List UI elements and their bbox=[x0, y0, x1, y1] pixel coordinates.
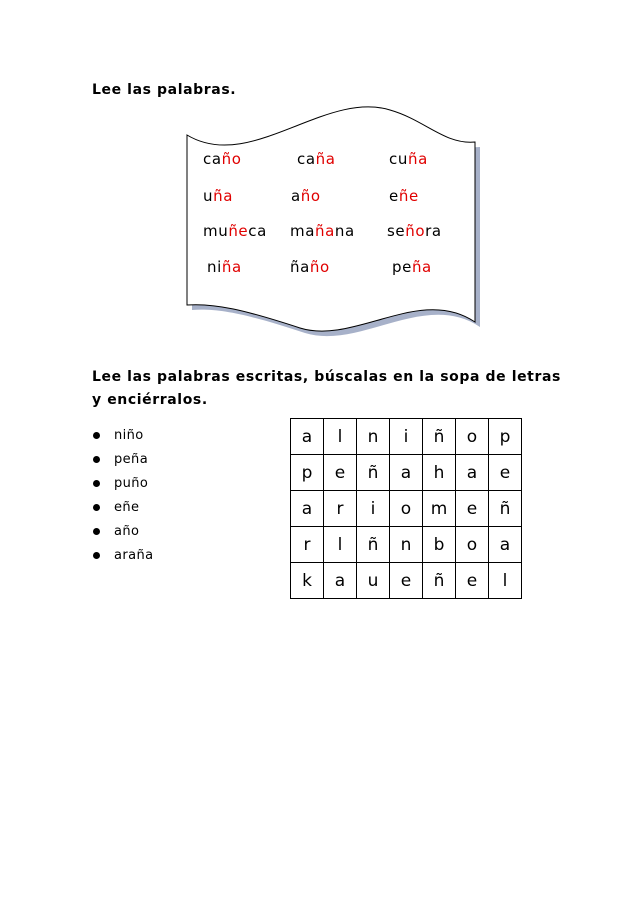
list-item bbox=[92, 523, 153, 547]
syllable: ni bbox=[207, 258, 222, 276]
scroll-word-cana bbox=[297, 150, 336, 168]
syllable: ca bbox=[297, 150, 316, 168]
word-search-grid bbox=[290, 418, 522, 599]
syllable: ña bbox=[290, 258, 310, 276]
scroll-word-pena bbox=[392, 258, 432, 276]
scroll-word-manana bbox=[290, 222, 355, 240]
highlighted-syllable: ña bbox=[213, 187, 234, 205]
bullet-icon bbox=[93, 504, 100, 511]
scroll-body bbox=[187, 107, 475, 331]
grid-row bbox=[291, 455, 522, 491]
list-item-text: peña bbox=[114, 452, 149, 467]
grid-row bbox=[291, 527, 522, 563]
grid-cell[interactable]: e bbox=[390, 563, 423, 599]
syllable: ra bbox=[425, 222, 442, 240]
grid-cell[interactable]: h bbox=[423, 455, 456, 491]
list-item-text: araña bbox=[114, 548, 154, 563]
syllable: u bbox=[203, 187, 214, 205]
grid-cell[interactable]: ñ bbox=[489, 491, 522, 527]
list-item-text: puño bbox=[114, 476, 149, 491]
grid-row bbox=[291, 563, 522, 599]
grid-cell[interactable]: e bbox=[456, 491, 489, 527]
grid-cell[interactable]: e bbox=[456, 563, 489, 599]
word-list bbox=[92, 427, 153, 571]
syllable: ma bbox=[290, 222, 316, 240]
highlighted-syllable: ño bbox=[300, 187, 321, 205]
scroll-word-una bbox=[203, 187, 233, 205]
list-item-text: eñe bbox=[114, 500, 140, 515]
grid-cell[interactable]: o bbox=[390, 491, 423, 527]
highlighted-syllable: ña bbox=[315, 150, 336, 168]
highlighted-syllable: ño bbox=[309, 258, 330, 276]
grid-cell[interactable]: l bbox=[324, 419, 357, 455]
bullet-icon bbox=[93, 552, 100, 559]
grid-cell[interactable]: e bbox=[324, 455, 357, 491]
list-item bbox=[92, 475, 153, 499]
syllable: pe bbox=[392, 258, 412, 276]
section2-title: Lee las palabras escritas, búscalas en la sopa de letras y enciérralos. bbox=[92, 369, 561, 408]
list-item bbox=[92, 427, 153, 451]
grid-cell[interactable]: ñ bbox=[357, 527, 390, 563]
highlighted-syllable: ño bbox=[405, 222, 426, 240]
grid-row bbox=[291, 491, 522, 527]
scroll-word-senora bbox=[387, 222, 442, 240]
syllable: mu bbox=[203, 222, 229, 240]
list-item bbox=[92, 499, 153, 523]
scroll-word-nano bbox=[290, 258, 330, 276]
highlighted-syllable: ñe bbox=[398, 187, 419, 205]
scroll-word-cano bbox=[203, 150, 242, 168]
list-item-text: año bbox=[114, 524, 140, 539]
syllable: ca bbox=[248, 222, 267, 240]
highlighted-syllable: ña bbox=[315, 222, 335, 240]
highlighted-syllable: ña bbox=[407, 150, 428, 168]
grid-cell[interactable]: o bbox=[456, 419, 489, 455]
scroll-word-nina bbox=[207, 258, 242, 276]
syllable: cu bbox=[389, 150, 408, 168]
grid-cell[interactable]: l bbox=[324, 527, 357, 563]
grid-cell[interactable]: l bbox=[489, 563, 522, 599]
grid-cell[interactable]: p bbox=[489, 419, 522, 455]
syllable: e bbox=[389, 187, 399, 205]
syllable: ca bbox=[203, 150, 222, 168]
section1-title: Lee las palabras. bbox=[92, 82, 237, 98]
grid-cell[interactable]: n bbox=[357, 419, 390, 455]
grid-cell[interactable]: m bbox=[423, 491, 456, 527]
bullet-icon bbox=[93, 528, 100, 535]
highlighted-syllable: ñe bbox=[228, 222, 249, 240]
grid-cell[interactable]: u bbox=[357, 563, 390, 599]
grid-cell[interactable]: p bbox=[291, 455, 324, 491]
grid-cell[interactable]: a bbox=[291, 491, 324, 527]
grid-cell[interactable]: i bbox=[390, 419, 423, 455]
grid-cell[interactable]: r bbox=[324, 491, 357, 527]
grid-cell[interactable]: e bbox=[489, 455, 522, 491]
grid-cell[interactable]: a bbox=[390, 455, 423, 491]
grid-cell[interactable]: i bbox=[357, 491, 390, 527]
grid-cell[interactable]: ñ bbox=[423, 563, 456, 599]
grid-row bbox=[291, 419, 522, 455]
highlighted-syllable: ño bbox=[221, 150, 242, 168]
scroll-word-cuna bbox=[389, 150, 428, 168]
grid-cell[interactable]: o bbox=[456, 527, 489, 563]
grid-cell[interactable]: ñ bbox=[357, 455, 390, 491]
grid-cell[interactable]: r bbox=[291, 527, 324, 563]
bullet-icon bbox=[93, 432, 100, 439]
grid-cell[interactable]: k bbox=[291, 563, 324, 599]
grid-cell[interactable]: a bbox=[291, 419, 324, 455]
list-item bbox=[92, 547, 153, 571]
list-item-text: niño bbox=[114, 428, 144, 443]
scroll-word-muneca bbox=[203, 222, 267, 240]
highlighted-syllable: ña bbox=[411, 258, 432, 276]
bullet-icon bbox=[93, 456, 100, 463]
scroll-word-ene bbox=[389, 187, 419, 205]
grid-cell[interactable]: a bbox=[324, 563, 357, 599]
list-item bbox=[92, 451, 153, 475]
grid-cell[interactable]: a bbox=[456, 455, 489, 491]
grid-cell[interactable]: b bbox=[423, 527, 456, 563]
grid-cell[interactable]: ñ bbox=[423, 419, 456, 455]
syllable: se bbox=[387, 222, 406, 240]
grid-cell[interactable]: n bbox=[390, 527, 423, 563]
bullet-icon bbox=[93, 480, 100, 487]
syllable: a bbox=[291, 187, 301, 205]
highlighted-syllable: ña bbox=[221, 258, 242, 276]
syllable: na bbox=[334, 222, 355, 240]
grid-cell[interactable]: a bbox=[489, 527, 522, 563]
scroll-word-ano bbox=[291, 187, 321, 205]
